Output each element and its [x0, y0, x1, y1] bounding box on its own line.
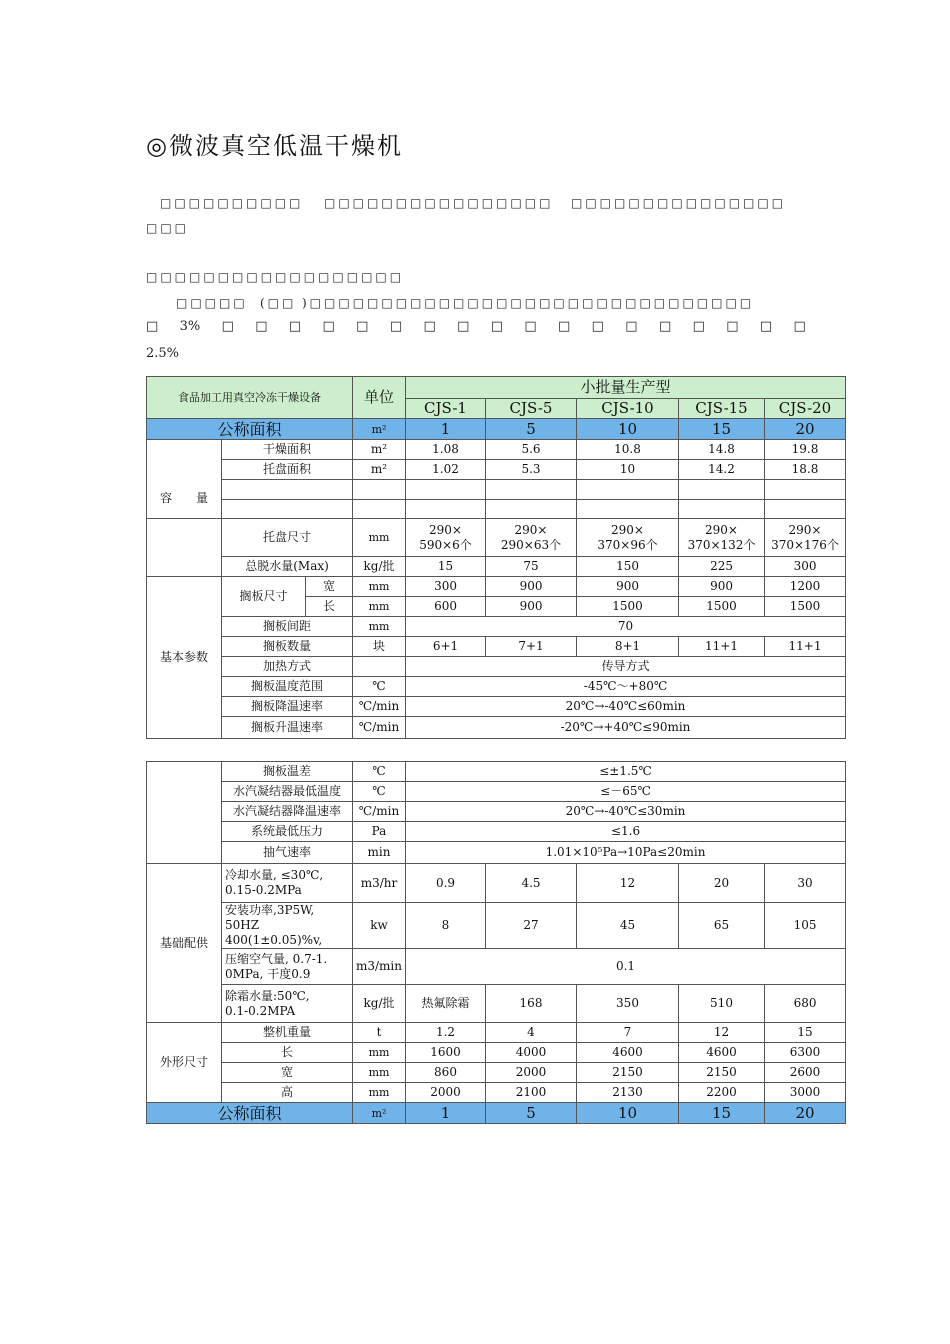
table-cell: ≤1.6 [406, 822, 846, 842]
cell-line: 370×96个 [597, 537, 658, 552]
row-unit: 块 [353, 637, 406, 657]
table-cell: 600 [406, 597, 486, 617]
product-name-cell: 食品加工用真空冷冻干燥设备 [147, 377, 353, 419]
table-cell: -45℃～+80℃ [406, 677, 846, 697]
table-cell: 8+1 [577, 637, 679, 657]
footer-area-value: 15 [679, 1103, 765, 1124]
table-cell: 900 [679, 577, 765, 597]
row-label: 抽气速率 [222, 842, 353, 864]
table-cell: 27 [486, 903, 577, 949]
table-cell: 680 [765, 985, 846, 1023]
table-cell: 6300 [765, 1043, 846, 1063]
cell-line: 290×63个 [500, 537, 562, 552]
table-cell: 1500 [765, 597, 846, 617]
row-unit: mm [353, 1083, 406, 1103]
para-token: □ [793, 319, 806, 334]
para-line2: □□□ [146, 221, 190, 235]
table-cell: 300 [765, 557, 846, 577]
table-cell: 0.9 [406, 864, 486, 903]
row-unit [353, 657, 406, 677]
nominal-area-value: 10 [577, 419, 679, 440]
row-label: 搁板温度范围 [222, 677, 353, 697]
table-cell: 20℃→-40℃≤30min [406, 802, 846, 822]
footer-area-value: 1 [406, 1103, 486, 1124]
row-label: 搁板温差 [222, 762, 353, 782]
table-cell: 105 [765, 903, 846, 949]
para-token: □ [288, 319, 302, 334]
cell-line: 370×132个 [687, 537, 756, 552]
footer-area-value: 5 [486, 1103, 577, 1124]
table-cell: 168 [486, 985, 577, 1023]
row-label: 水汽凝结器最低温度 [222, 782, 353, 802]
label-line: 0MPa, 干度0.9 [225, 966, 311, 981]
table-cell: 12 [679, 1023, 765, 1043]
row-unit: ℃ [353, 762, 406, 782]
table-cell [577, 519, 679, 557]
row-unit: mm [353, 597, 406, 617]
table-cell: 900 [577, 577, 679, 597]
para-line4-b: (□□ [260, 296, 297, 310]
table-cell: 8 [406, 903, 486, 949]
row-unit: ℃ [353, 677, 406, 697]
para-token: □ [221, 319, 234, 334]
table-cell: 2150 [679, 1063, 765, 1083]
nominal-area-value: 1 [406, 419, 486, 440]
row-unit: t [353, 1023, 406, 1043]
para-token: □ [591, 319, 604, 334]
table-cell: 510 [679, 985, 765, 1023]
row-unit: mm [353, 577, 406, 597]
row-label [222, 949, 353, 985]
table-cell: 2130 [577, 1083, 679, 1103]
unit-header: 单位 [353, 377, 406, 419]
capacity-group-continued [147, 519, 222, 577]
cell-line: 590×6个 [419, 537, 472, 552]
row-unit: mm [353, 617, 406, 637]
table-cell: 11+1 [679, 637, 765, 657]
row-label: 干燥面积 [222, 440, 353, 460]
outline-group-label: 外形尺寸 [147, 1023, 222, 1103]
model-header: CJS-5 [486, 399, 577, 419]
para-line1-b: □□□□□□□□□□□□□□□□ [324, 196, 554, 210]
nominal-area-unit: m² [353, 419, 406, 440]
para-line6: 2.5% [146, 346, 180, 361]
table-cell: 4600 [679, 1043, 765, 1063]
model-header: CJS-20 [765, 399, 846, 419]
table-cell: 12 [577, 864, 679, 903]
para-token: □ [490, 319, 504, 334]
spec-table-part-1 [146, 376, 846, 520]
table-cell: 4 [486, 1023, 577, 1043]
row-label: 托盘尺寸 [222, 519, 353, 557]
capacity-group-label: 容 量 [147, 440, 222, 520]
row-unit: ℃/min [353, 802, 406, 822]
para-line1-c: □□□□□□□□□□□□□□□ [571, 196, 787, 210]
table-cell: 11+1 [765, 637, 846, 657]
para-token: □ [625, 319, 638, 334]
spec-table-segment-2 [146, 519, 846, 740]
row-unit: Pa [353, 822, 406, 842]
footer-area-value: 20 [765, 1103, 846, 1124]
row-label: 搁板数量 [222, 637, 353, 657]
table-cell: 传导方式 [406, 657, 846, 677]
table-cell: 6+1 [406, 637, 486, 657]
group-header: 小批量生产型 [406, 377, 846, 399]
spec-table-part-2 [146, 518, 846, 739]
para-line3: □□□□□□□□□□□□□□□□□□ [146, 270, 405, 284]
cell-line: 290× [705, 522, 738, 537]
table-cell: 2200 [679, 1083, 765, 1103]
row-label: 水汽凝结器降温速率 [222, 802, 353, 822]
table-cell: 19.8 [765, 440, 846, 460]
para-line5 [146, 319, 806, 334]
para-line4-c: )□□□□□□□□□□□□□□□□□□□□□□□□□□□□□□□ [302, 296, 755, 310]
label-line: 0.15-0.2MPa [225, 883, 302, 897]
footer-area-value: 10 [577, 1103, 679, 1124]
para-token: □ [658, 319, 672, 334]
table-cell: 4000 [486, 1043, 577, 1063]
basic-params-group-continued [147, 762, 222, 864]
table-cell: 7 [577, 1023, 679, 1043]
label-line: 除霜水量:50℃, [225, 988, 310, 1003]
para-token: □ [423, 319, 436, 334]
table-cell [406, 519, 486, 557]
table-cell: -20℃→+40℃≤90min [406, 717, 846, 739]
row-sublabel: 长 [306, 597, 353, 617]
table-cell: 350 [577, 985, 679, 1023]
table-cell: 10 [577, 460, 679, 480]
table-cell: 18.8 [765, 460, 846, 480]
cell-line: 290× [429, 522, 462, 537]
row-label: 搁板尺寸 [222, 577, 306, 617]
table-cell: 900 [486, 577, 577, 597]
para-token: □ [146, 319, 159, 334]
table-cell: 5.6 [486, 440, 577, 460]
table-cell: ≤±1.5℃ [406, 762, 846, 782]
table-cell: 900 [486, 597, 577, 617]
table-cell: 热氟除霜 [406, 985, 486, 1023]
footer-area-unit: m² [353, 1103, 406, 1124]
table-cell: 1.2 [406, 1023, 486, 1043]
label-line: 安装功率,3P5W, 50HZ [225, 903, 315, 932]
row-unit: ℃/min [353, 717, 406, 739]
table-cell: 65 [679, 903, 765, 949]
table-cell: 2150 [577, 1063, 679, 1083]
page-title: ◎微波真空低温干燥机 [146, 132, 403, 160]
table-cell: 2000 [486, 1063, 577, 1083]
spec-table-part-3 [146, 761, 846, 1124]
table-cell: 1.08 [406, 440, 486, 460]
basic-params-group-label: 基本参数 [147, 577, 222, 739]
label-line: 压缩空气量, 0.7-1. [225, 951, 328, 966]
cell-line: 370×176个 [771, 537, 839, 552]
nominal-area-value: 20 [765, 419, 846, 440]
row-label: 搁板升温速率 [222, 717, 353, 739]
para-token: □ [524, 319, 537, 334]
table-cell: 5.3 [486, 460, 577, 480]
table-cell: 10.8 [577, 440, 679, 460]
para-line4-a: □□□□□ [176, 296, 248, 310]
cell-line: 290× [611, 522, 644, 537]
para-line1-a: □□□□□□□□□□ [160, 196, 304, 210]
nominal-area-value: 15 [679, 419, 765, 440]
para-token: □ [322, 319, 335, 334]
para-token: □ [759, 319, 773, 334]
row-unit: ℃ [353, 782, 406, 802]
table-cell: 20 [679, 864, 765, 903]
row-unit: mm [353, 1043, 406, 1063]
table-cell: 300 [406, 577, 486, 597]
para-token: 3% [179, 319, 201, 334]
row-unit: ℃/min [353, 697, 406, 717]
para-token: □ [692, 319, 705, 334]
row-label [222, 903, 353, 949]
nominal-area-value: 5 [486, 419, 577, 440]
supply-group-label: 基础配供 [147, 864, 222, 1023]
row-unit: kw [353, 903, 406, 949]
table-cell: 3000 [765, 1083, 846, 1103]
spec-table-segment-3 [146, 762, 846, 1123]
table-cell: 45 [577, 903, 679, 949]
row-label: 整机重量 [222, 1023, 353, 1043]
nominal-area-label: 公称面积 [147, 419, 353, 440]
table-cell: 150 [577, 557, 679, 577]
table-cell: 225 [679, 557, 765, 577]
table-cell: 1600 [406, 1043, 486, 1063]
table-cell: 2600 [765, 1063, 846, 1083]
label-line: 0.1-0.2MPA [225, 1003, 296, 1018]
para-token: □ [726, 319, 739, 334]
row-label: 宽 [222, 1063, 353, 1083]
table-cell: 75 [486, 557, 577, 577]
para-token: □ [255, 319, 268, 334]
row-label: 搁板间距 [222, 617, 353, 637]
row-unit: mm [353, 1063, 406, 1083]
table-cell: 14.2 [679, 460, 765, 480]
table-cell: 7+1 [486, 637, 577, 657]
model-header: CJS-15 [679, 399, 765, 419]
row-unit: m² [353, 460, 406, 480]
table-cell: 4.5 [486, 864, 577, 903]
table-cell: 1500 [577, 597, 679, 617]
table-cell: 15 [765, 1023, 846, 1043]
table-cell: 1.01×10⁵Pa→10Pa≤20min [406, 842, 846, 864]
table-cell: 1200 [765, 577, 846, 597]
row-label [222, 985, 353, 1023]
para-token: □ [457, 319, 470, 334]
row-unit: min [353, 842, 406, 864]
row-label: 搁板降温速率 [222, 697, 353, 717]
row-unit: m3/hr [353, 864, 406, 903]
para-token: □ [356, 319, 369, 334]
table-cell: 1.02 [406, 460, 486, 480]
table-cell [486, 519, 577, 557]
row-label: 高 [222, 1083, 353, 1103]
table-cell: 1500 [679, 597, 765, 617]
table-cell: 30 [765, 864, 846, 903]
table-cell: 860 [406, 1063, 486, 1083]
row-label: 托盘面积 [222, 460, 353, 480]
spec-table-segment-1 [146, 376, 846, 505]
table-cell [765, 519, 846, 557]
table-cell: 2100 [486, 1083, 577, 1103]
row-label: 加热方式 [222, 657, 353, 677]
row-label: 长 [222, 1043, 353, 1063]
table-cell: 15 [406, 557, 486, 577]
row-unit: kg/批 [353, 985, 406, 1023]
cell-line: 290× [514, 522, 548, 537]
cell-line: 290× [788, 522, 822, 537]
row-sublabel: 宽 [306, 577, 353, 597]
para-token: □ [558, 319, 571, 334]
table-cell: 70 [406, 617, 846, 637]
table-cell: 0.1 [406, 949, 846, 985]
row-unit: m3/min [353, 949, 406, 985]
model-header: CJS-10 [577, 399, 679, 419]
table-cell: 20℃→-40℃≤60min [406, 697, 846, 717]
table-cell: ≤－65℃ [406, 782, 846, 802]
row-unit: kg/批 [353, 557, 406, 577]
row-unit: m² [353, 440, 406, 460]
para-token: □ [389, 319, 403, 334]
row-label: 总脱水量(Max) [222, 557, 353, 577]
label-line: 冷却水量, ≤30℃, [225, 868, 324, 882]
table-cell: 2000 [406, 1083, 486, 1103]
row-label [222, 864, 353, 903]
footer-area-label: 公称面积 [147, 1103, 353, 1124]
row-unit: mm [353, 519, 406, 557]
label-line: 400(1±0.05)%v, [225, 933, 323, 947]
row-label: 系统最低压力 [222, 822, 353, 842]
table-cell [679, 519, 765, 557]
table-cell: 4600 [577, 1043, 679, 1063]
table-cell: 14.8 [679, 440, 765, 460]
model-header: CJS-1 [406, 399, 486, 419]
